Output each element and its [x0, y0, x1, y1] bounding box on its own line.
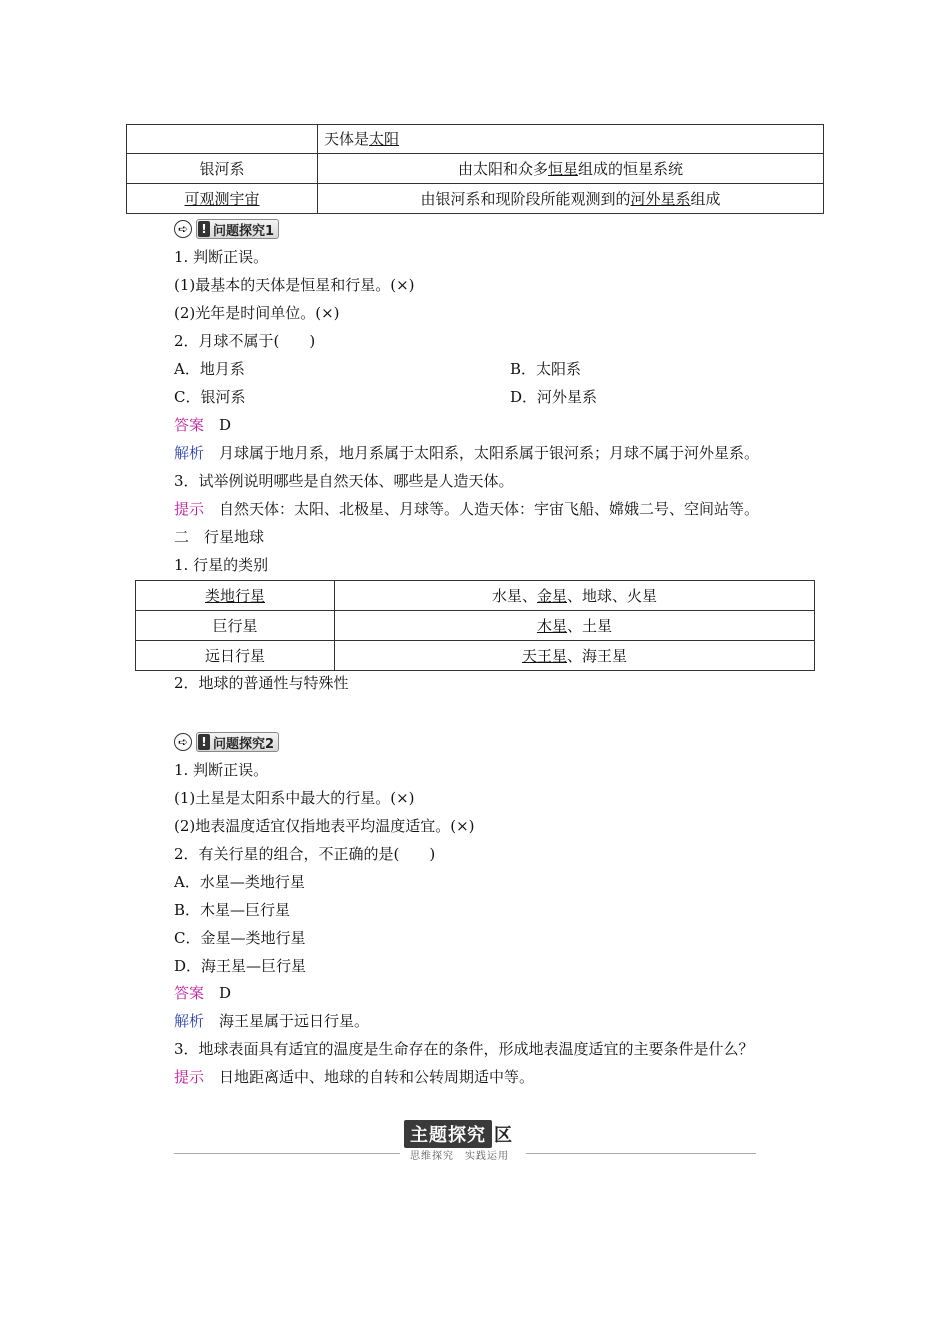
hint-tag: 提示 — [174, 1068, 205, 1086]
table1-cell: 由银河系和现阶段所能观测到的河外星系组成 — [318, 184, 824, 214]
q1-statement-2: (2)光年是时间单位。(×) — [174, 304, 340, 322]
answer-tag: 答案 — [174, 416, 205, 434]
q2-option-a: A．地月系 — [174, 360, 245, 378]
q2-option-d: D．河外星系 — [510, 388, 598, 406]
table1-cell: 天体是太阳 — [318, 125, 824, 154]
q1-title: 1. 判断正误。 — [174, 248, 269, 266]
table2-cell: 木星、土星 — [335, 611, 815, 641]
p3-hint: 提示 日地距离适中、地球的自转和公转周期适中等。 — [174, 1068, 535, 1086]
p2-option-c: C．金星—类地行星 — [174, 929, 306, 947]
q3-hint: 提示 自然天体：太阳、北极星、月球等。人造天体：宇宙飞船、嫦娥二号、空间站等。 — [174, 500, 760, 518]
section2-sub2: 2．地球的普通性与特殊性 — [174, 674, 349, 692]
q2-analysis: 解析 月球属于地月系，地月系属于太阳系，太阳系属于银河系；月球不属于河外星系。 — [174, 444, 760, 462]
section2-title: 二 行星地球 — [174, 528, 265, 546]
q1-statement-1: (1)最基本的天体是恒星和行星。(×) — [174, 276, 415, 294]
q2-option-c: C．银河系 — [174, 388, 246, 406]
footer-subtitle: 思维探究 实践运用 — [410, 1151, 509, 1162]
section-footer-title: 主题探究 区 — [404, 1121, 512, 1147]
table1-cell: 可观测宇宙 — [127, 184, 318, 214]
p1-statement-1: (1)土星是太阳系中最大的行星。(×) — [174, 789, 415, 807]
question-badge-2 — [174, 732, 279, 752]
p2-title: 2．有关行星的组合，不正确的是( ) — [174, 845, 436, 863]
p2-option-d: D．海王星—巨行星 — [174, 957, 307, 975]
p2-option-a: A．水星—类地行星 — [174, 873, 305, 891]
q3-title: 3．试举例说明哪些是自然天体、哪些是人造天体。 — [174, 472, 514, 490]
table2-cell: 水星、金星、地球、火星 — [335, 581, 815, 611]
analysis-tag: 解析 — [174, 444, 205, 462]
p3-title: 3．地球表面具有适宜的温度是生命存在的条件，形成地表温度适宜的主要条件是什么？ — [174, 1040, 754, 1058]
table1-cell: 银河系 — [127, 154, 318, 184]
table2-cell: 类地行星 — [136, 581, 335, 611]
badge-label-box: ! 问题探究2 — [196, 732, 279, 752]
table2-cell: 远日行星 — [136, 641, 335, 671]
table1-cell: 由太阳和众多恒星组成的恒星系统 — [318, 154, 824, 184]
q2-title: 2．月球不属于( ) — [174, 332, 316, 350]
question-badge-1 — [174, 219, 279, 239]
q2-answer: 答案 D — [174, 416, 232, 434]
table2-cell: 巨行星 — [136, 611, 335, 641]
p2-analysis: 解析 海王星属于远日行星。 — [174, 1012, 370, 1030]
table2-cell: 天王星、海王星 — [335, 641, 815, 671]
arrow-circle-icon: ➪ — [174, 220, 192, 238]
footer-rule-right — [526, 1153, 756, 1154]
table1-cell — [127, 125, 318, 154]
hint-tag: 提示 — [174, 500, 205, 518]
footer-rule-left — [174, 1153, 400, 1154]
p2-option-b: B．木星—巨行星 — [174, 901, 291, 919]
q2-option-b: B．太阳系 — [510, 360, 582, 378]
section2-sub1: 1. 行星的类别 — [174, 556, 269, 574]
exclamation-icon: ! — [198, 734, 210, 750]
p1-statement-2: (2)地表温度适宜仅指地表平均温度适宜。(×) — [174, 817, 475, 835]
arrow-circle-icon: ➪ — [174, 733, 192, 751]
badge-label-box: ! 问题探究1 — [196, 219, 279, 239]
planet-category-table — [135, 580, 815, 671]
p1-title: 1. 判断正误。 — [174, 761, 269, 779]
analysis-tag: 解析 — [174, 1012, 205, 1030]
p2-answer: 答案 D — [174, 984, 232, 1002]
celestial-system-table — [126, 124, 824, 214]
answer-tag: 答案 — [174, 984, 205, 1002]
exclamation-icon: ! — [198, 221, 210, 237]
